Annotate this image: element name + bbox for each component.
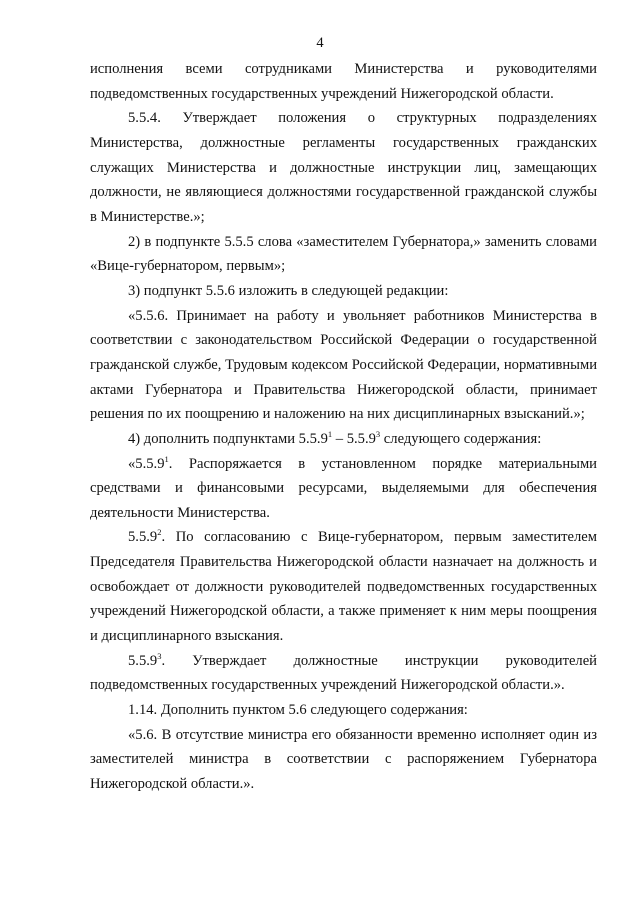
paragraph-text: . Утверждает должностные инструкции руководителей подведомственных государственных учреждений Нижегородской области.». <box>90 652 597 694</box>
paragraph-text: 3) подпункт 5.5.6 изложить в следующей редакции: <box>128 282 449 299</box>
paragraph <box>90 279 597 304</box>
paragraph <box>90 723 597 797</box>
paragraph-text: 5.5.9 <box>128 529 158 546</box>
paragraph-text: . По согласованию с Вице-губернатором, первым заместителем Председателя Правительства Нижегородской области назначает на должность и освобождает от должности руководителей подведомственных государственных учреждений Нижегородской области, а также применяет к ним меры поощрения и дисциплинарного взыскания. <box>90 529 597 645</box>
paragraph-text: 5.5.4. Утверждает положения о структурных подразделениях Министерства, должностные регламенты государственных гражданских служащих Министерства и должностные инструкции лиц, замещающих должности, не являющиеся должностями государственной гражданской службы в Министерстве.»; <box>90 110 597 225</box>
paragraph-text: – 5.5.9 <box>332 430 376 447</box>
paragraph-text: 4) дополнить подпунктами 5.5.9 <box>128 430 328 447</box>
paragraph <box>90 452 597 526</box>
paragraph-text: 5.5.9 <box>128 652 158 669</box>
superscript-index: 3 <box>375 428 381 439</box>
paragraph-text: исполнения всеми сотрудниками Министерства и руководителями подведомственных государственных учреждений Нижегородской области. <box>90 61 597 102</box>
paragraph <box>90 106 597 229</box>
paragraph-text: «5.5.6. Принимает на работу и увольняет работников Министерства в соответствии с законодательством Российской Федерации о государственной гражданской службе, Трудовым кодексом Российской Федерации, нормативными актами Губернатора и Правительства Нижегородской области, принимает решения по их поощрению и наложению на них дисциплинарных взысканий.»; <box>90 307 597 423</box>
superscript-index: 2 <box>157 527 162 538</box>
paragraph-text: следующего содержания: <box>380 430 542 447</box>
superscript-index: 3 <box>157 650 162 661</box>
paragraph <box>90 57 597 106</box>
document-body <box>90 57 597 797</box>
paragraph <box>90 525 597 648</box>
paragraph <box>90 304 597 427</box>
paragraph-text: «5.6. В отсутствие министра его обязанности временно исполняет один из заместителей министра в соответствии с распоряжением Губернатора Нижегородской области.». <box>90 726 597 793</box>
paragraph-text: . Распоряжается в установленном порядке материальными средствами и финансовыми ресурсами, выделяемыми для обеспечения деятельности Министерства. <box>90 455 597 521</box>
superscript-index: 1 <box>327 428 333 439</box>
superscript-index: 1 <box>164 453 169 464</box>
paragraph-text: 1.14. Дополнить пунктом 5.6 следующего содержания: <box>128 702 468 719</box>
page-number: 4 <box>316 35 324 51</box>
paragraph <box>90 427 597 452</box>
paragraph <box>90 698 597 723</box>
paragraph-text: «5.5.9 <box>128 455 165 472</box>
paragraph <box>90 649 597 698</box>
paragraph-text: 2) в подпункте 5.5.5 слова «заместителем Губернатора,» заменить словами «Вице-губернатором, первым»; <box>90 233 597 275</box>
paragraph <box>90 230 597 279</box>
